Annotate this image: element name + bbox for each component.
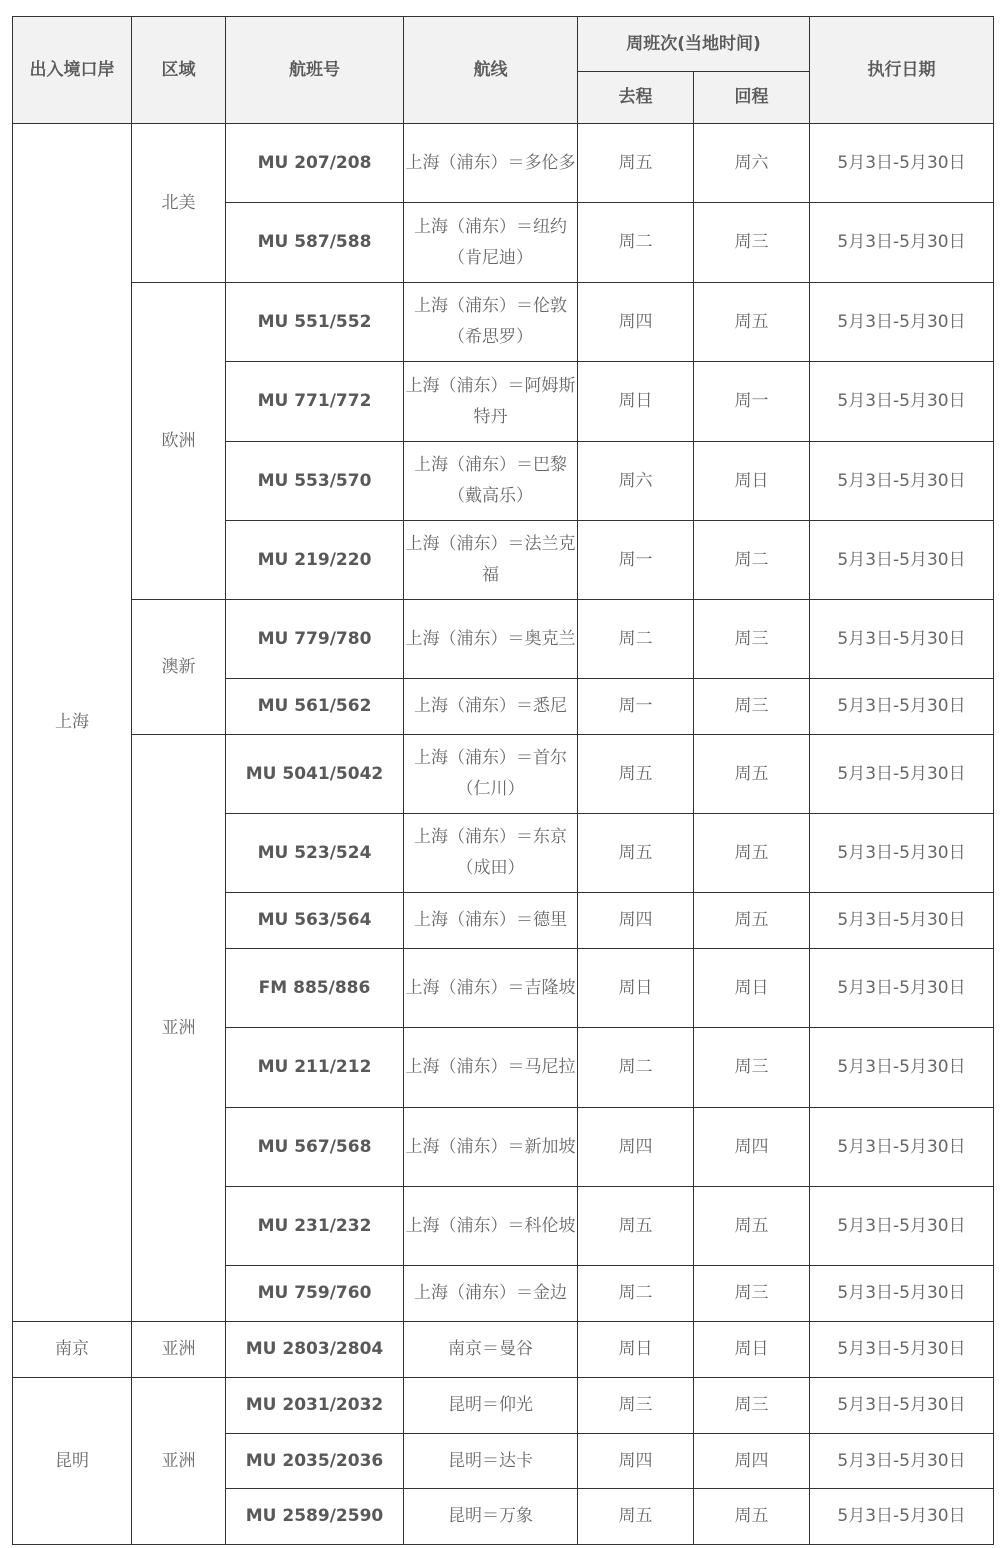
table-row [13, 1378, 994, 1434]
return-day-cell: 周五 [694, 893, 810, 949]
return-day-cell: 周六 [694, 124, 810, 203]
dates-cell: 5月3日-5月30日 [810, 679, 994, 735]
header-port: 出入境口岸 [13, 17, 132, 124]
schedule-body [13, 124, 994, 1545]
dates-cell: 5月3日-5月30日 [810, 1108, 994, 1187]
dates-cell: 5月3日-5月30日 [810, 1489, 994, 1545]
header-region: 区域 [132, 17, 226, 124]
region-cell: 亚洲 [132, 735, 226, 1322]
flight-number-cell: MU 553/570 [226, 442, 404, 521]
flight-number-cell: MU 567/568 [226, 1108, 404, 1187]
header-inbound: 回程 [694, 72, 810, 124]
flight-number-cell: MU 523/524 [226, 814, 404, 893]
outbound-day-cell: 周二 [578, 203, 694, 283]
outbound-day-cell: 周一 [578, 521, 694, 600]
region-cell: 亚洲 [132, 1378, 226, 1545]
outbound-day-cell: 周五 [578, 814, 694, 893]
outbound-day-cell: 周五 [578, 1489, 694, 1545]
flight-number-cell: MU 5041/5042 [226, 735, 404, 814]
dates-cell: 5月3日-5月30日 [810, 949, 994, 1028]
dates-cell: 5月3日-5月30日 [810, 735, 994, 814]
header-flight: 航班号 [226, 17, 404, 124]
route-cell: 上海（浦东）＝奥克兰 [404, 600, 578, 679]
route-cell: 上海（浦东）＝阿姆斯特丹 [404, 362, 578, 442]
header-outbound: 去程 [578, 72, 694, 124]
outbound-day-cell: 周日 [578, 949, 694, 1028]
flight-number-cell: MU 207/208 [226, 124, 404, 203]
return-day-cell: 周五 [694, 1187, 810, 1266]
return-day-cell: 周五 [694, 1489, 810, 1545]
route-cell: 上海（浦东）＝新加坡 [404, 1108, 578, 1187]
dates-cell: 5月3日-5月30日 [810, 814, 994, 893]
dates-cell: 5月3日-5月30日 [810, 124, 994, 203]
return-day-cell: 周三 [694, 1266, 810, 1322]
table-row [13, 1322, 994, 1378]
dates-cell: 5月3日-5月30日 [810, 600, 994, 679]
port-cell: 昆明 [13, 1378, 132, 1545]
flight-number-cell: MU 759/760 [226, 1266, 404, 1322]
dates-cell: 5月3日-5月30日 [810, 521, 994, 600]
dates-cell: 5月3日-5月30日 [810, 1434, 994, 1489]
return-day-cell: 周五 [694, 283, 810, 362]
route-cell: 上海（浦东）＝巴黎（戴高乐） [404, 442, 578, 521]
outbound-day-cell: 周一 [578, 679, 694, 735]
route-cell: 上海（浦东）＝科伦坡 [404, 1187, 578, 1266]
table-row [13, 735, 994, 814]
flight-number-cell: MU 2803/2804 [226, 1322, 404, 1378]
return-day-cell: 周一 [694, 362, 810, 442]
return-day-cell: 周日 [694, 1322, 810, 1378]
outbound-day-cell: 周日 [578, 362, 694, 442]
dates-cell: 5月3日-5月30日 [810, 203, 994, 283]
outbound-day-cell: 周六 [578, 442, 694, 521]
route-cell: 上海（浦东）＝法兰克福 [404, 521, 578, 600]
route-cell: 南京＝曼谷 [404, 1322, 578, 1378]
route-cell: 上海（浦东）＝纽约（肯尼迪） [404, 203, 578, 283]
outbound-day-cell: 周二 [578, 1266, 694, 1322]
return-day-cell: 周四 [694, 1434, 810, 1489]
region-cell: 亚洲 [132, 1322, 226, 1378]
flight-number-cell: MU 231/232 [226, 1187, 404, 1266]
return-day-cell: 周日 [694, 442, 810, 521]
table-row [13, 124, 994, 203]
outbound-day-cell: 周五 [578, 735, 694, 814]
header-route: 航线 [404, 17, 578, 124]
return-day-cell: 周日 [694, 949, 810, 1028]
dates-cell: 5月3日-5月30日 [810, 1266, 994, 1322]
return-day-cell: 周三 [694, 1028, 810, 1108]
flight-number-cell: FM 885/886 [226, 949, 404, 1028]
flight-number-cell: MU 563/564 [226, 893, 404, 949]
dates-cell: 5月3日-5月30日 [810, 283, 994, 362]
flight-number-cell: MU 551/552 [226, 283, 404, 362]
route-cell: 上海（浦东）＝东京（成田） [404, 814, 578, 893]
return-day-cell: 周三 [694, 679, 810, 735]
return-day-cell: 周四 [694, 1108, 810, 1187]
route-cell: 上海（浦东）＝金边 [404, 1266, 578, 1322]
region-cell: 欧洲 [132, 283, 226, 600]
route-cell: 上海（浦东）＝伦敦（希思罗） [404, 283, 578, 362]
table-row [13, 600, 994, 679]
outbound-day-cell: 周二 [578, 600, 694, 679]
route-cell: 上海（浦东）＝多伦多 [404, 124, 578, 203]
route-cell: 上海（浦东）＝德里 [404, 893, 578, 949]
outbound-day-cell: 周四 [578, 283, 694, 362]
return-day-cell: 周三 [694, 1378, 810, 1434]
flight-number-cell: MU 219/220 [226, 521, 404, 600]
dates-cell: 5月3日-5月30日 [810, 362, 994, 442]
outbound-day-cell: 周四 [578, 1108, 694, 1187]
return-day-cell: 周三 [694, 600, 810, 679]
outbound-day-cell: 周五 [578, 124, 694, 203]
flight-number-cell: MU 561/562 [226, 679, 404, 735]
return-day-cell: 周二 [694, 521, 810, 600]
route-cell: 上海（浦东）＝悉尼 [404, 679, 578, 735]
return-day-cell: 周五 [694, 814, 810, 893]
outbound-day-cell: 周五 [578, 1187, 694, 1266]
route-cell: 昆明＝仰光 [404, 1378, 578, 1434]
flight-number-cell: MU 2031/2032 [226, 1378, 404, 1434]
outbound-day-cell: 周三 [578, 1378, 694, 1434]
port-cell: 上海 [13, 124, 132, 1322]
flight-number-cell: MU 2589/2590 [226, 1489, 404, 1545]
dates-cell: 5月3日-5月30日 [810, 1028, 994, 1108]
route-cell: 昆明＝达卡 [404, 1434, 578, 1489]
outbound-day-cell: 周四 [578, 1434, 694, 1489]
port-cell: 南京 [13, 1322, 132, 1378]
region-cell: 北美 [132, 124, 226, 283]
dates-cell: 5月3日-5月30日 [810, 1322, 994, 1378]
header-dates: 执行日期 [810, 17, 994, 124]
dates-cell: 5月3日-5月30日 [810, 442, 994, 521]
route-cell: 昆明＝万象 [404, 1489, 578, 1545]
route-cell: 上海（浦东）＝马尼拉 [404, 1028, 578, 1108]
return-day-cell: 周五 [694, 735, 810, 814]
flight-schedule-table [12, 16, 994, 1545]
outbound-day-cell: 周日 [578, 1322, 694, 1378]
dates-cell: 5月3日-5月30日 [810, 893, 994, 949]
table-row [13, 283, 994, 362]
route-cell: 上海（浦东）＝吉隆坡 [404, 949, 578, 1028]
dates-cell: 5月3日-5月30日 [810, 1378, 994, 1434]
region-cell: 澳新 [132, 600, 226, 735]
flight-number-cell: MU 211/212 [226, 1028, 404, 1108]
flight-number-cell: MU 587/588 [226, 203, 404, 283]
return-day-cell: 周三 [694, 203, 810, 283]
outbound-day-cell: 周四 [578, 893, 694, 949]
header-weekly: 周班次(当地时间) [578, 17, 810, 72]
flight-number-cell: MU 2035/2036 [226, 1434, 404, 1489]
route-cell: 上海（浦东）＝首尔（仁川） [404, 735, 578, 814]
dates-cell: 5月3日-5月30日 [810, 1187, 994, 1266]
outbound-day-cell: 周二 [578, 1028, 694, 1108]
flight-number-cell: MU 779/780 [226, 600, 404, 679]
flight-number-cell: MU 771/772 [226, 362, 404, 442]
